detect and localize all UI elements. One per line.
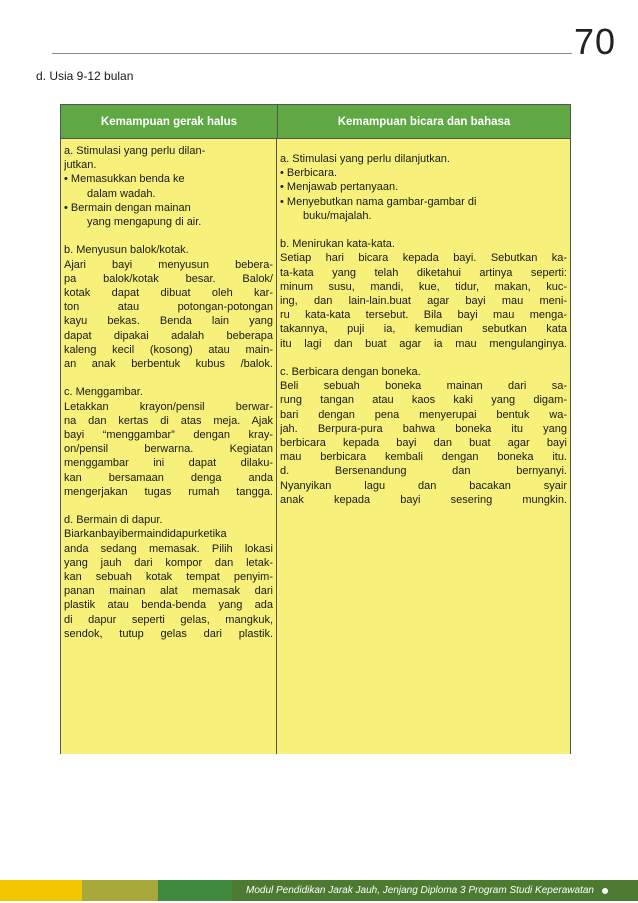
text-line: d. Bermain di dapur. bbox=[64, 514, 163, 527]
text-line: ton atau potongan-potongan bbox=[64, 301, 273, 314]
text-line bbox=[280, 223, 567, 237]
text-line: mau berbicara kembali dengan boneka itu. bbox=[280, 451, 567, 464]
text-line: bayi “menggambar” dengan kray- bbox=[64, 429, 273, 442]
fine-motor-cell bbox=[61, 139, 277, 754]
text-line: Beli sebuah boneka mainan dari sa- bbox=[280, 380, 567, 393]
text-line: b. Menyusun balok/kotak. bbox=[64, 244, 189, 257]
text-line bbox=[64, 371, 273, 385]
text-line: • Berbicara. bbox=[280, 167, 338, 180]
text-line: jutkan. bbox=[64, 159, 97, 172]
stimulation-table bbox=[60, 104, 571, 754]
text-line: di dapur seperti gelas, mangkuk, bbox=[64, 613, 273, 626]
text-line: c. Menggambar. bbox=[64, 386, 143, 399]
footer-block-olive bbox=[82, 880, 158, 901]
text-line: • Memasukkan benda ke bbox=[64, 173, 185, 186]
text-line: on/pensil berwarna. Kegiatan bbox=[64, 443, 273, 456]
header-fine-motor: Kemampuan gerak halus bbox=[61, 105, 278, 138]
page-number: 70 bbox=[573, 21, 616, 62]
text-line: ta-kata yang telah diketahui artinya seperti: bbox=[280, 266, 567, 279]
text-line: Biarkanbayibermaindidapurketika bbox=[64, 528, 227, 541]
text-line: kaleng kecil (kosong) atau main- bbox=[64, 343, 273, 356]
text-line: Setiap hari bicara kepada bayi. Sebutkan ka- bbox=[280, 252, 567, 265]
text-line: pa balok/kotak besar. Balok/ bbox=[64, 272, 273, 285]
text-line: dalam wadah. bbox=[87, 187, 156, 200]
text-line: bari dengan pena menyerupai bentuk wa- bbox=[280, 408, 567, 421]
text-line: berbicara kepada bayi dan buat agar bayi bbox=[280, 437, 567, 450]
text-line: Ajari bayi menyusun bebera- bbox=[64, 258, 273, 271]
text-line bbox=[64, 229, 273, 243]
text-line: rung tangan atau kaos kaki yang digam- bbox=[280, 394, 567, 407]
header-speech-language: Kemampuan bicara dan bahasa bbox=[337, 115, 511, 128]
text-line: menggambar ini dapat dilaku- bbox=[64, 457, 273, 470]
text-line: panan mainan alat memasak dari bbox=[64, 585, 273, 598]
top-rule bbox=[52, 53, 572, 54]
text-line: na dan kertas di atas meja. Ajak bbox=[64, 414, 273, 427]
text-line: an anak berbentuk kubus /balok. bbox=[64, 358, 273, 371]
text-line: ing, dan lain-lain.buat agar bayi mau meni- bbox=[280, 295, 567, 308]
text-line: buku/majalah. bbox=[303, 209, 372, 222]
text-line: yang mengapung di air. bbox=[87, 216, 202, 229]
text-line bbox=[64, 499, 273, 513]
table-header-row bbox=[61, 105, 570, 139]
text-line: yang jauh dari kompor dan letak- bbox=[64, 556, 273, 569]
text-line: d. Bersenandung dan bernyanyi. bbox=[280, 465, 567, 478]
footer-block-yellow bbox=[0, 880, 82, 901]
footer-text: Modul Pendidikan Jarak Jauh, Jenjang Diploma 3 Program Studi Keperawatan bbox=[246, 885, 594, 896]
text-line: • Menyebutkan nama gambar-gambar di bbox=[280, 195, 477, 208]
section-title: d. Usia 9-12 bulan bbox=[36, 69, 134, 83]
text-line: sendok, tutup gelas dari plastik. bbox=[64, 627, 273, 640]
footer-bar bbox=[0, 880, 638, 901]
text-line: plastik atau benda-benda yang ada bbox=[64, 599, 273, 612]
text-line: • Menjawab pertanyaan. bbox=[280, 181, 399, 194]
text-line: kan bersamaan denga anda bbox=[64, 471, 273, 484]
text-line: c. Berbicara dengan boneka. bbox=[280, 366, 421, 379]
table-body-row bbox=[61, 139, 570, 754]
text-line: kan sebuah kotak tempat penyim- bbox=[64, 571, 273, 584]
text-line: mengerjakan tugas rumah tangga. bbox=[64, 485, 273, 498]
text-line: kayu bekas. Benda lain yang bbox=[64, 315, 273, 328]
text-line: ru kata-kata tersebut. Bila bayi mau menga- bbox=[280, 309, 567, 322]
footer-block-green bbox=[158, 880, 232, 901]
text-line: • Bermain dengan mainan bbox=[64, 201, 191, 214]
text-line bbox=[280, 351, 567, 365]
text-line: dapat dipakai adalah beberapa bbox=[64, 329, 273, 342]
text-line: a. Stimulasi yang perlu dilanjutkan. bbox=[280, 153, 450, 165]
text-line: minum susu, mandi, kue, tidur, makan, kuc- bbox=[280, 280, 567, 293]
text-line: takannya, puji ia, kemudian sebutkan kata bbox=[280, 323, 567, 336]
text-line: Letakkan krayon/pensil berwar- bbox=[64, 400, 273, 413]
text-line: anda sedang memasak. Pilih lokasi bbox=[64, 542, 273, 555]
speech-language-cell bbox=[277, 139, 570, 754]
text-line: kotak dapat dibuat oleh kar- bbox=[64, 287, 273, 300]
text-line: itu lagi dan buat agar ia mau mengulanginya. bbox=[280, 337, 567, 350]
text-line: anak kepada bayi sesering mungkin. bbox=[280, 493, 567, 506]
text-line: b. Menirukan kata-kata. bbox=[280, 238, 395, 251]
text-line: jah. Berpura-pura bahwa boneka itu yang bbox=[280, 422, 567, 435]
footer-dot-icon bbox=[602, 888, 608, 894]
footer-text-area bbox=[232, 880, 638, 901]
text-line: a. Stimulasi yang perlu dilan- bbox=[64, 145, 206, 157]
text-line: Nyanyikan lagu dan bacakan syair bbox=[280, 479, 567, 492]
